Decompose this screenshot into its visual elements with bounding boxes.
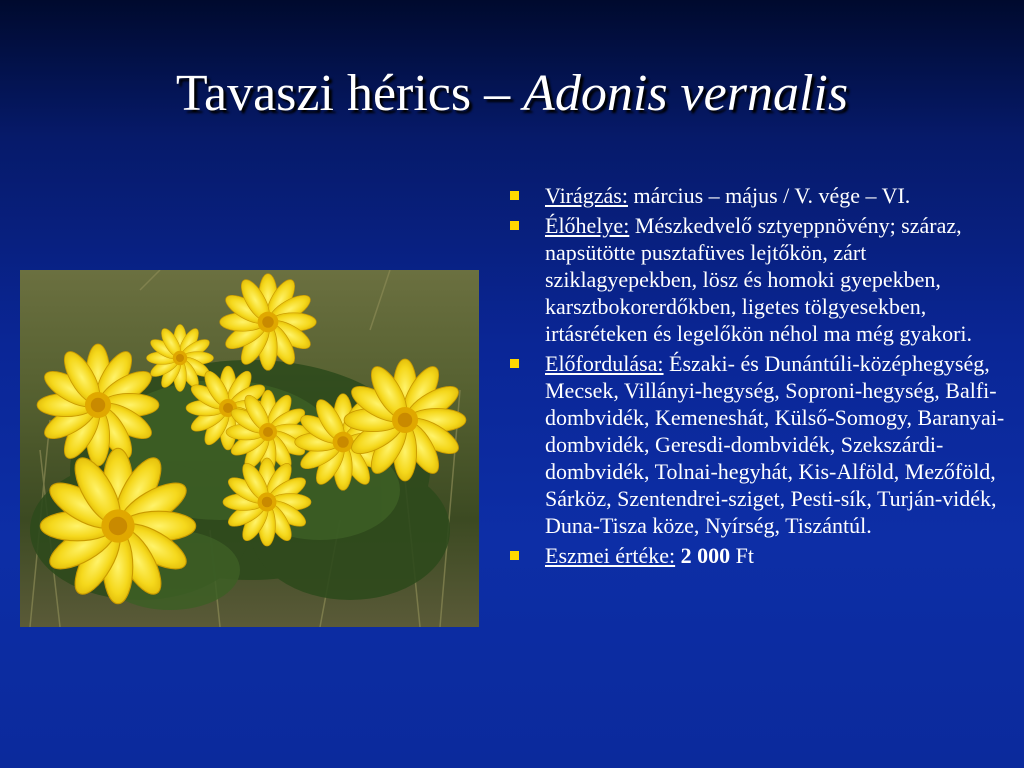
habitat-text: Mészkedvelő sztyeppnövény; száraz, napsütötte pusztafüves lejtőkön, zárt sziklagyepekben, lösz és homoki gyepekben, karsztbokorerdőkben, ligetes tölgyesekben, irtásréteken és legelőkön néhol ma még gyakori.	[545, 213, 973, 346]
title-common-name: Tavaszi hérics –	[175, 65, 524, 122]
flower-photo-image	[20, 270, 479, 627]
value-label: Eszmei értéke:	[545, 543, 676, 568]
flower-photo	[20, 270, 479, 627]
list-item	[508, 182, 1008, 209]
title-latin-name: Adonis vernalis	[523, 65, 849, 122]
bullet-square-icon	[510, 191, 519, 200]
slide-title	[0, 62, 1024, 126]
value-amount: 2 000	[680, 543, 731, 568]
bullet-square-icon	[510, 359, 519, 368]
list-item	[508, 212, 1008, 347]
occurrence-text: Északi- és Dunántúli-középhegység, Mecsek, Villányi-hegység, Soproni-hegység, Balfi-dombvidék, Kemeneshát, Külső-Somogy, Baranyai-dombvidék, Geresdi-dombvidék, Szekszárdi-dombvidék, Tolnai-hegyhát, Kis-Alföld, Mezőföld, Sárköz, Szentendrei-sziget, Pesti-sík, Turján-vidék, Duna-Tisza köze, Nyírség, Tiszántúl.	[545, 351, 1005, 538]
list-item	[508, 350, 1008, 539]
bullet-square-icon	[510, 221, 519, 230]
bloom-label: Virágzás:	[545, 183, 628, 208]
habitat-label: Élőhelye:	[545, 213, 630, 238]
bullet-square-icon	[510, 551, 519, 560]
bloom-text: március – május / V. vége – VI.	[627, 183, 911, 208]
value-unit: Ft	[730, 543, 754, 568]
occurrence-label: Előfordulása:	[545, 351, 664, 376]
list-item	[508, 542, 1008, 569]
info-bullet-list	[508, 182, 1008, 572]
